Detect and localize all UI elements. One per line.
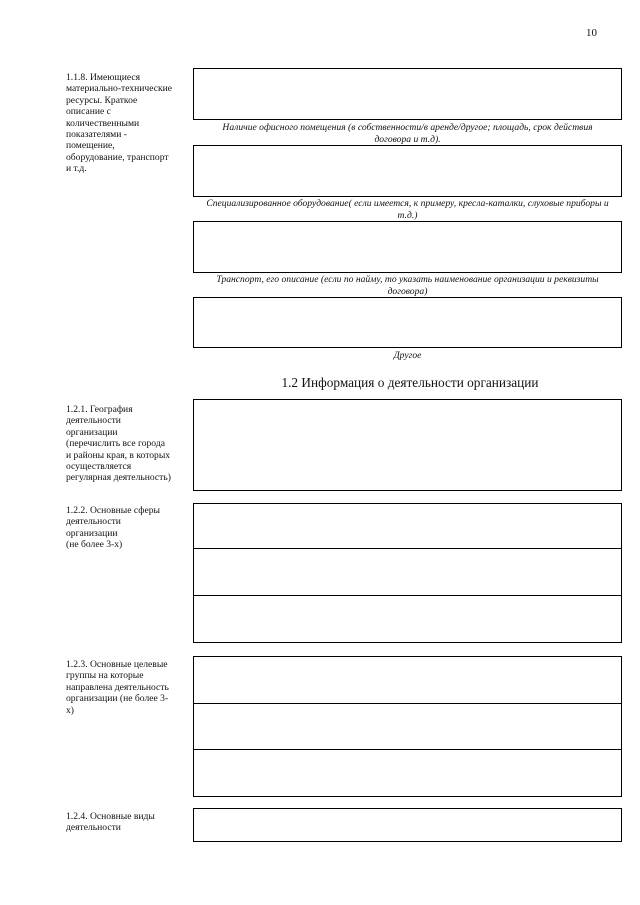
activity-sphere-field-1[interactable] [193, 503, 622, 549]
target-group-field-3[interactable] [193, 749, 622, 797]
transport-caption: Транспорт, его описание (если по найму, то указать наименование организации и реквизиты договора) [216, 274, 599, 297]
other-resources-caption: Другое [393, 350, 422, 361]
label-1-1-8: 1.1.8. Имеющиеся материально-технические ресурсы. Краткое описание с количественными показателями - помещение, оборудование, транспорт и т.д. [66, 72, 173, 175]
target-group-field-1[interactable] [193, 656, 622, 704]
label-1-2-1: 1.2.1. География деятельности организации (перечислить все города и районы края, в которых осуществляется регулярная деятельность) [66, 404, 171, 484]
office-premises-caption: Наличие офисного помещения (в собственности/в аренде/другое; площадь, срок действия договора и т.д). [222, 122, 593, 145]
special-equipment-field[interactable] [193, 145, 622, 197]
section-title-1-2: 1.2 Информация о деятельности организации [281, 375, 539, 390]
activity-sphere-field-2[interactable] [193, 548, 622, 596]
target-group-field-2[interactable] [193, 703, 622, 750]
label-1-2-3: 1.2.3. Основные целевые группы на которые направлена деятельность организации (не более 3- х) [66, 659, 169, 716]
office-premises-field[interactable] [193, 68, 622, 120]
activity-types-field[interactable] [193, 808, 622, 842]
geography-field[interactable] [193, 399, 622, 491]
special-equipment-caption: Специализированное оборудование( если имеется, к примеру, кресла-каталки, слуховые приборы и т.д.) [206, 198, 609, 221]
other-resources-field[interactable] [193, 297, 622, 348]
activity-sphere-field-3[interactable] [193, 595, 622, 643]
page-number: 10 [586, 27, 597, 39]
label-1-2-2: 1.2.2. Основные сферы деятельности организации (не более 3-х) [66, 505, 160, 551]
label-1-2-4: 1.2.4. Основные виды деятельности [66, 811, 155, 834]
transport-field[interactable] [193, 221, 622, 273]
